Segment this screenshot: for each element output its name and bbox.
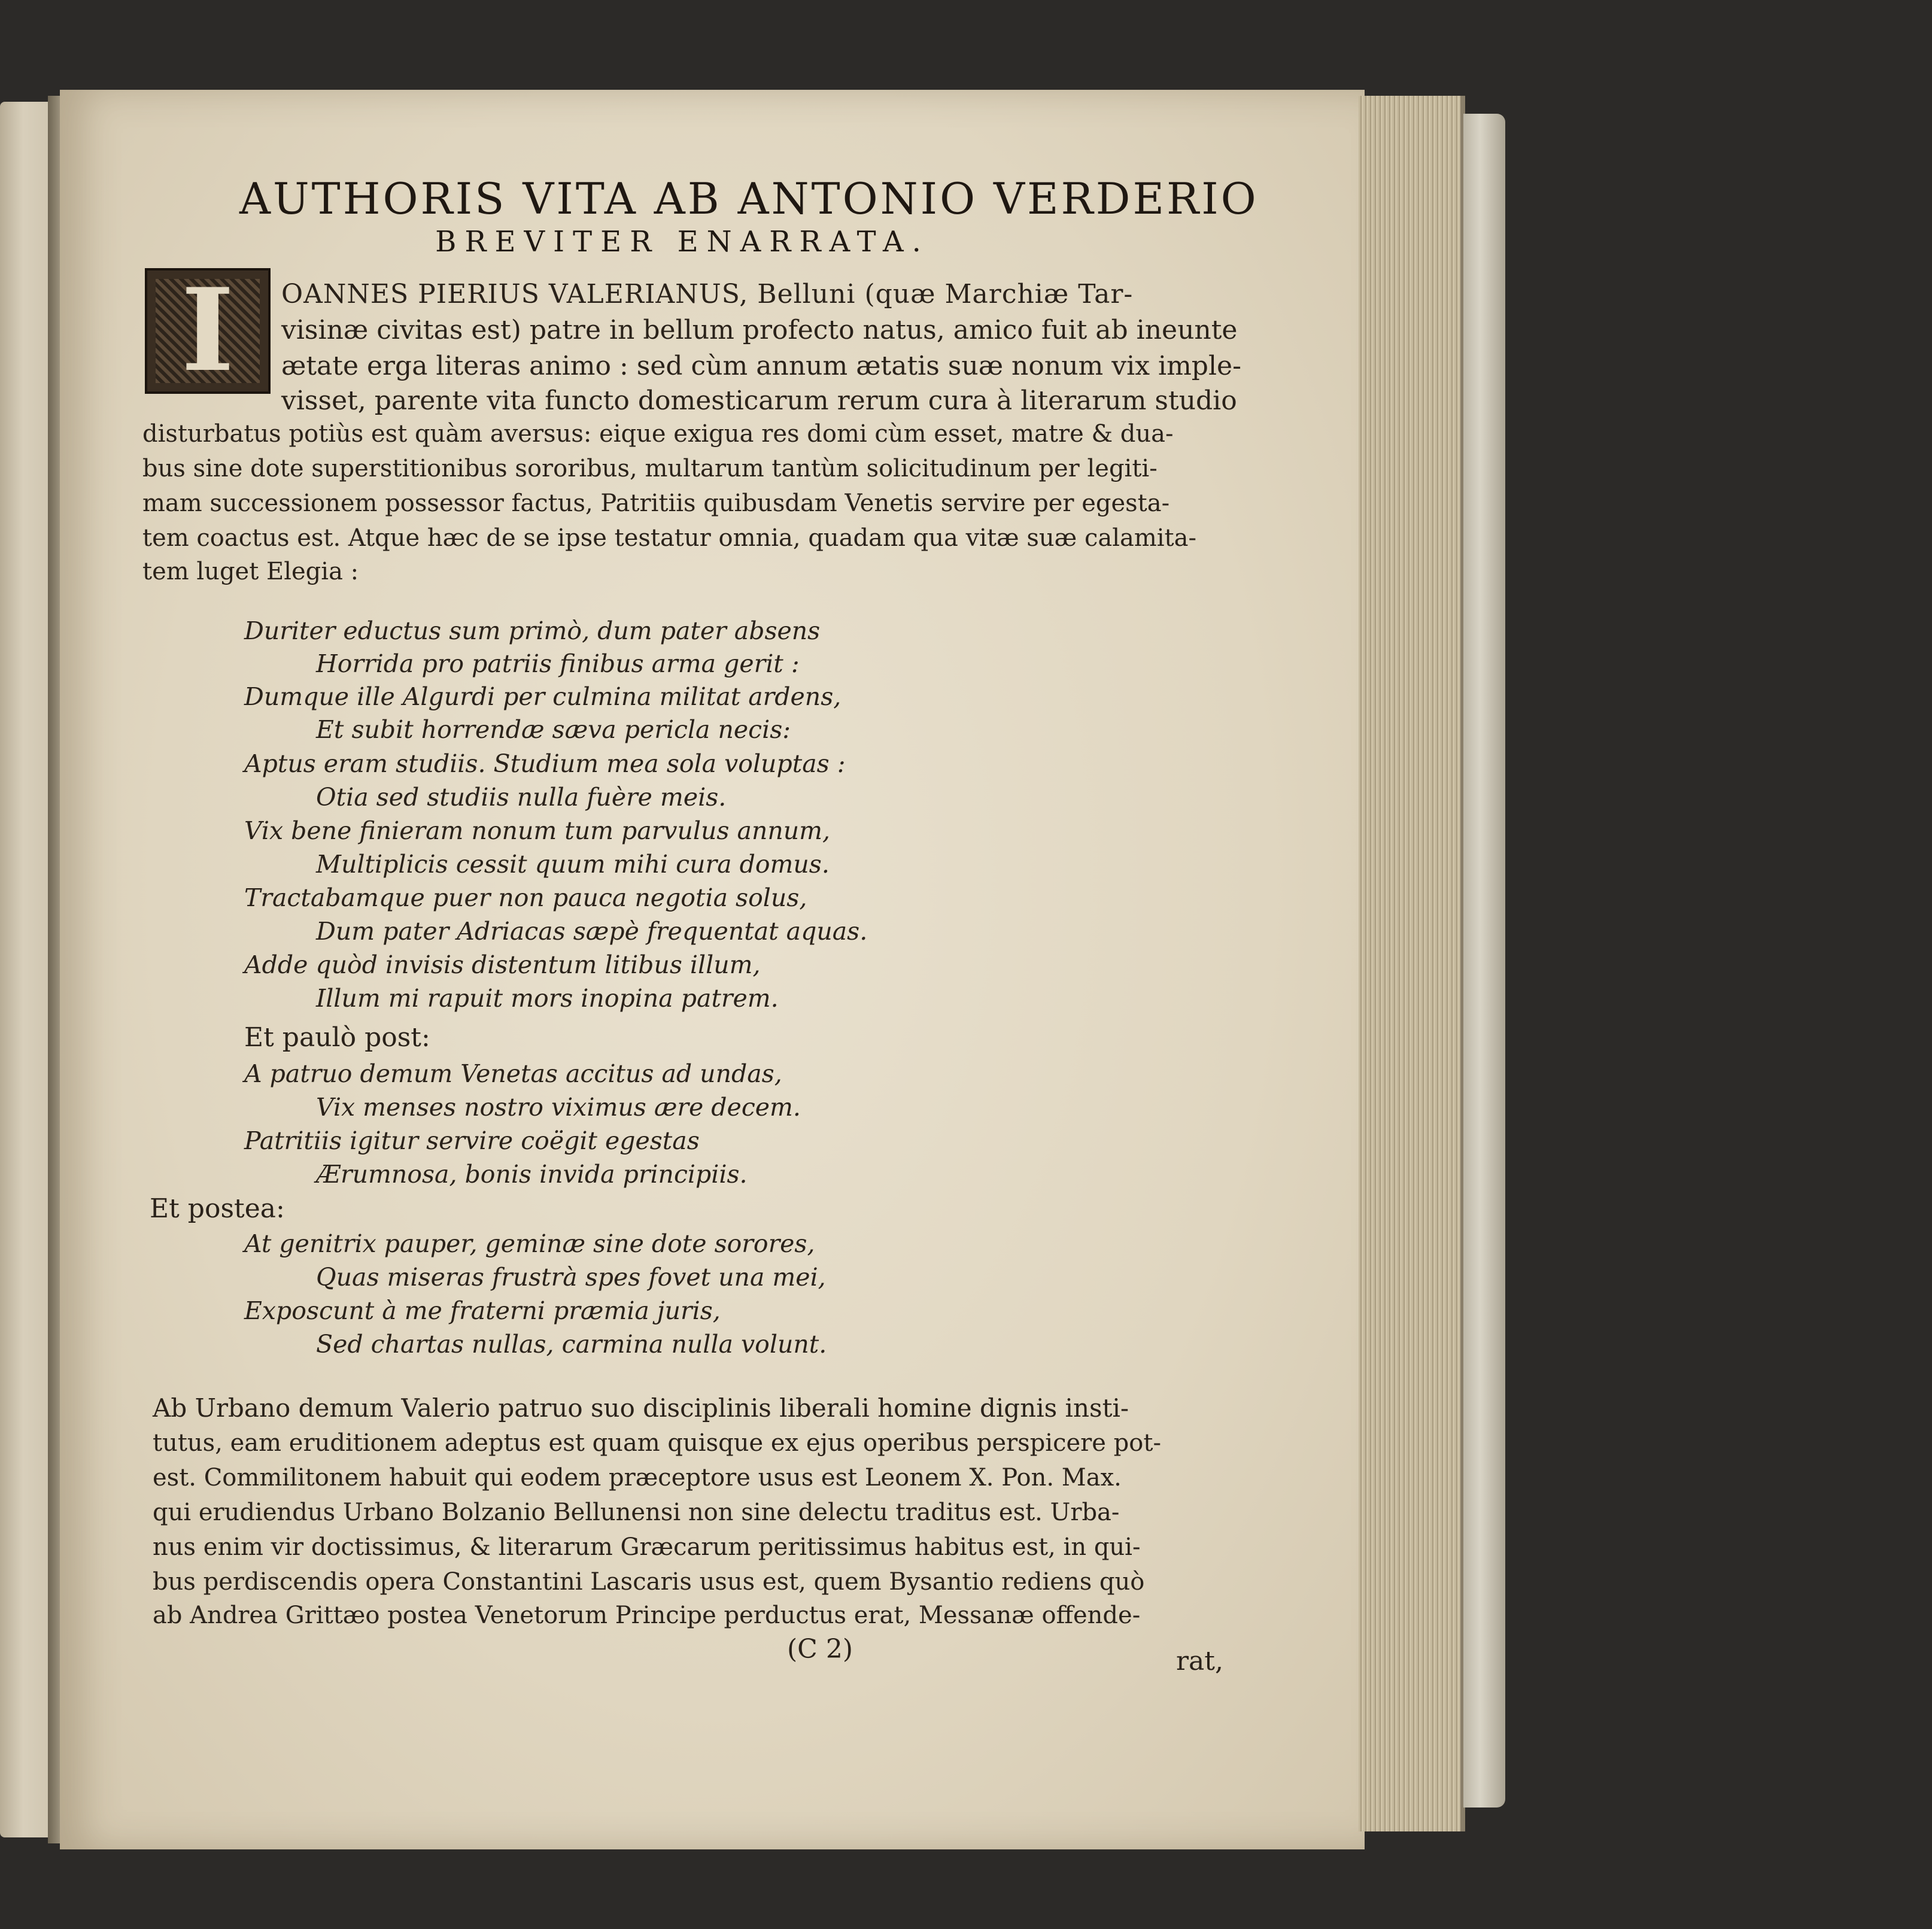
transition-text: Et paulò post:: [244, 1022, 430, 1053]
para1-line: tem coactus est. Atque hæc de se ipse testatur omnia, quadam qua vitæ suæ calamita-: [142, 524, 1196, 552]
transition-text: Et postea:: [150, 1193, 285, 1224]
para2-line: Ab Urbano demum Valerio patruo suo disciplinis liberali homine dignis insti-: [153, 1393, 1129, 1423]
verse-line: Otia sed studiis nulla fuère meis.: [316, 783, 727, 812]
verse-line: Horrida pro patriis finibus arma gerit :: [316, 649, 800, 678]
verse-line: Ærumnosa, bonis invida principiis.: [316, 1160, 748, 1189]
verse-line: Dumque ille Algurdi per culmina militat ardens,: [244, 682, 842, 711]
para1-line: ætate erga literas animo : sed cùm annum ætatis suæ nonum vix imple-: [281, 351, 1241, 381]
para2-line: qui erudiendus Urbano Bolzanio Bellunensi non sine delectu traditus est. Urba-: [153, 1499, 1120, 1526]
verse-line: Illum mi rapuit mors inopina patrem.: [316, 984, 779, 1013]
verse-line: Et subit horrendæ sæva pericla necis:: [316, 715, 791, 744]
verse-line: Exposcunt à me fraterni præmia juris,: [244, 1296, 721, 1325]
para1-line: disturbatus potiùs est quàm aversus: eique exigua res domi cùm esset, matre & dua-: [142, 420, 1174, 448]
title-line-2: BREVITER ENARRATA.: [435, 225, 929, 259]
verse-line: A patruo demum Venetas accitus ad undas,: [244, 1059, 782, 1088]
para1-line: visset, parente vita functo domesticarum rerum cura à literarum studio: [281, 385, 1237, 416]
para2-line: nus enim vir doctissimus, & literarum Græcarum peritissimus habitus est, in qui-: [153, 1533, 1141, 1561]
verse-line: Vix bene finieram nonum tum parvulus annum,: [244, 816, 831, 845]
initial-letter: I: [181, 263, 235, 397]
para2-line: est. Commilitonem habuit qui eodem præceptore usus est Leonem X. Pon. Max.: [153, 1464, 1122, 1491]
para1-line: bus sine dote superstitionibus sororibus, multarum tantùm solicitudinum per legiti-: [142, 455, 1158, 482]
book-cover-edge: [1463, 114, 1505, 1808]
verse-line: Dum pater Adriacas sæpè frequentat aquas.: [316, 917, 868, 946]
verse-line: Tractabamque puer non pauca negotia solus,: [244, 883, 807, 912]
para1-line: visinæ civitas est) patre in bellum profecto natus, amico fuit ab ineunte: [281, 315, 1238, 345]
verse-line: Aptus eram studiis. Studium mea sola voluptas :: [244, 749, 846, 778]
verse-line: Duriter eductus sum primò, dum pater absens: [244, 616, 821, 645]
signature-mark: (C 2): [787, 1634, 853, 1664]
title-line-1: AUTHORIS VITA AB ANTONIO VERDERIO: [239, 174, 1259, 224]
para1-line: mam successionem possessor factus, Patritiis quibusdam Venetis servire per egesta-: [142, 490, 1170, 517]
verse-line: At genitrix pauper, geminæ sine dote sorores,: [244, 1229, 815, 1258]
decorated-initial: [145, 263, 271, 397]
verse-line: Adde quòd invisis distentum litibus illum,: [244, 950, 761, 979]
para2-line: tutus, eam eruditionem adeptus est quam quisque ex ejus operibus perspicere pot-: [153, 1429, 1161, 1457]
para1-line: OANNES PIERIUS VALERIANUS, Belluni (quæ Marchiæ Tar-: [281, 279, 1134, 309]
para2-line: bus perdiscendis opera Constantini Lascaris usus est, quem Bysantio rediens quò: [153, 1568, 1145, 1596]
verse-line: Patritiis igitur servire coëgit egestas: [244, 1126, 700, 1155]
verse-line: Multiplicis cessit quum mihi cura domus.: [316, 850, 830, 879]
para2-line: ab Andrea Grittæo postea Venetorum Principe perductus erat, Messanæ offende-: [153, 1602, 1141, 1629]
page-edges: [1359, 96, 1465, 1831]
catchword: rat,: [1176, 1646, 1223, 1676]
para1-line: tem luget Elegia :: [142, 558, 359, 585]
verse-line: Vix menses nostro viximus ære decem.: [316, 1093, 801, 1122]
verse-line: Sed chartas nullas, carmina nulla volunt.: [316, 1330, 827, 1359]
verse-line: Quas miseras frustrà spes fovet una mei,: [316, 1263, 826, 1292]
